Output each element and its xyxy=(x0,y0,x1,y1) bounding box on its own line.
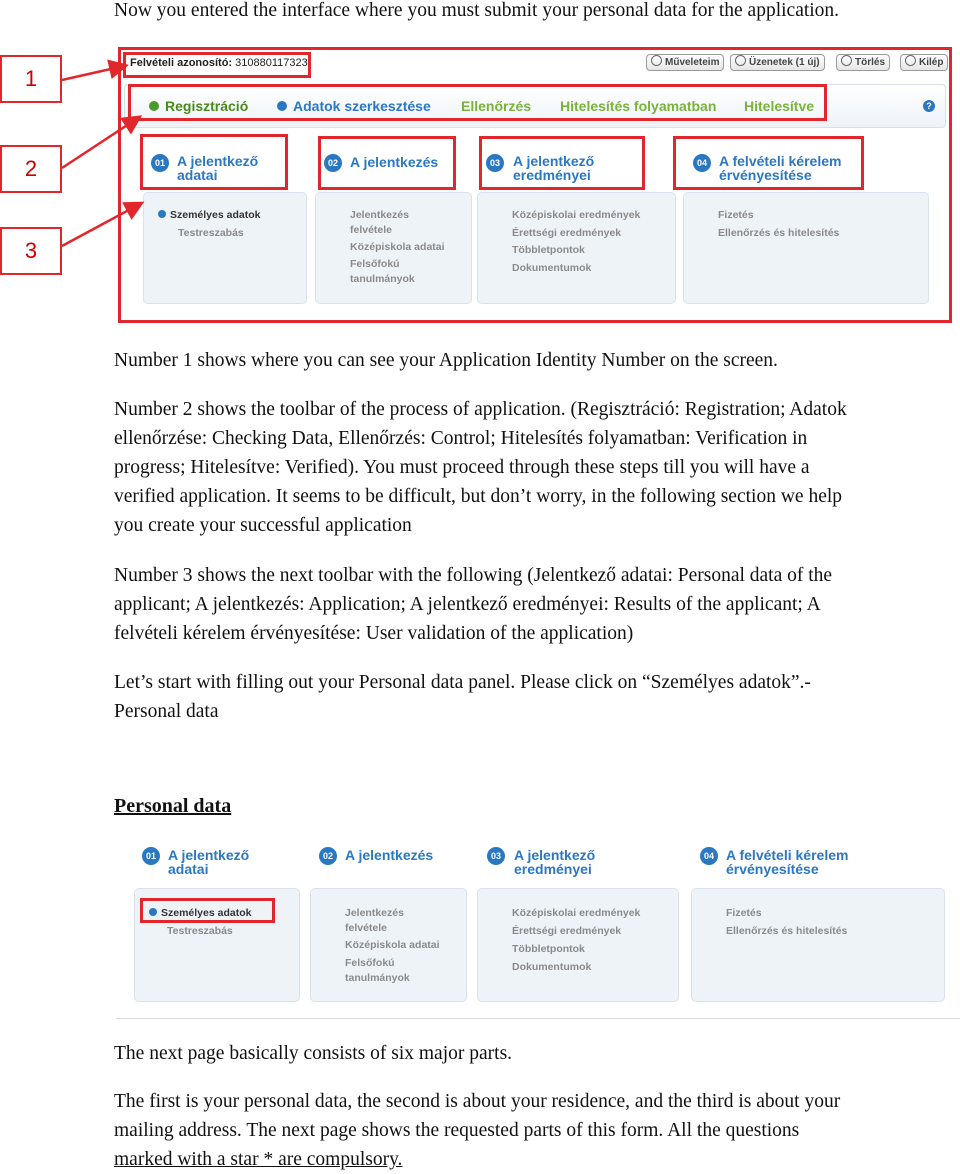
module-title-application[interactable]: A jelentkezés xyxy=(345,847,434,863)
module-title-personal[interactable]: A jelentkező adatai xyxy=(168,847,250,877)
step-registration[interactable]: Regisztráció xyxy=(149,98,248,114)
application-item-5[interactable]: tanulmányok xyxy=(350,273,415,285)
para-number-2: Number 2 shows the toolbar of the process of application. (Regisztráció: Registration; Adatok ellenőrzése: Checking Data, Ellenőrzés: Control; Hitelesítés folyamatban: Verification in progress; Hitelesítve: Verified). You must proceed through these steps till you will have a verified application. It seems to be difficult, but don’t worry, in the following section we help you create your successful application xyxy=(114,399,847,536)
module-number-02: 02 xyxy=(324,154,342,172)
results-item-1[interactable]: Középiskolai eredmények xyxy=(512,209,641,221)
application-item-4[interactable]: Felsőfokú xyxy=(345,957,395,969)
para-start: Let’s start with filling out your Personal data panel. Please click on “Személyes adatok”.- Personal data xyxy=(114,672,811,722)
application-item-1[interactable]: Jelentkezés xyxy=(350,209,409,221)
module-number-02: 02 xyxy=(319,847,337,865)
module-number-03: 03 xyxy=(487,847,505,865)
module-title-application[interactable]: A jelentkezés xyxy=(350,154,439,170)
step-verification-in-progress[interactable]: Hitelesítés folyamatban xyxy=(560,98,717,114)
results-item-4[interactable]: Dokumentumok xyxy=(512,262,592,274)
results-item-2[interactable]: Érettségi eredmények xyxy=(512,227,622,239)
step-edit-data[interactable]: Adatok szerkesztése xyxy=(277,98,431,114)
application-item-4[interactable]: Felsőfokú xyxy=(350,258,400,270)
label-1: 1 xyxy=(0,55,62,103)
module-title-results[interactable]: A jelentkező eredményei xyxy=(513,153,595,183)
application-item-1[interactable]: Jelentkezés xyxy=(345,907,404,919)
customize-link[interactable]: Testreszabás xyxy=(178,227,244,239)
card-validation xyxy=(691,888,945,1002)
module-number-03: 03 xyxy=(486,154,504,172)
module-title-personal[interactable]: A jelentkező adatai xyxy=(177,153,259,183)
para-number-1: Number 1 shows where you can see your Application Identity Number on the screen. xyxy=(114,350,778,371)
module-title-results[interactable]: A jelentkező eredményei xyxy=(514,847,596,877)
card-results xyxy=(477,888,679,1002)
personal-data-link[interactable]: Személyes adatok xyxy=(149,907,251,920)
results-item-1[interactable]: Középiskolai eredmények xyxy=(512,907,641,919)
application-item-2[interactable]: felvétele xyxy=(345,922,388,934)
my-actions-button[interactable]: Műveleteim xyxy=(646,54,724,71)
intro-text: Now you entered the interface where you must submit your personal data for the application. xyxy=(114,0,840,21)
card-application xyxy=(310,888,467,1002)
application-id-label: Felvételi azonosító: xyxy=(130,57,233,69)
results-item-3[interactable]: Többletpontok xyxy=(512,244,585,256)
results-item-4[interactable]: Dokumentumok xyxy=(512,961,592,973)
module-title-validation[interactable]: A felvételi kérelem érvényesítése xyxy=(719,153,842,183)
help-icon[interactable]: ? xyxy=(923,100,935,112)
label-3: 3 xyxy=(0,227,62,275)
validation-item-1[interactable]: Fizetés xyxy=(726,907,762,919)
personal-data-link[interactable]: Személyes adatok xyxy=(158,209,260,222)
para-six-parts: The next page basically consists of six major parts. xyxy=(114,1043,513,1064)
section-heading-personal-data: Personal data xyxy=(114,795,232,817)
application-item-3[interactable]: Középiskola adatai xyxy=(350,241,445,253)
para-number-3: Number 3 shows the next toolbar with the following (Jelentkező adatai: Personal data of the applicant; A jelentkezés: Application; A jelentkező eredményei: Results of the applicant; A felvételi kérelem érvényesítése: User validation of the application) xyxy=(114,565,833,644)
logout-button[interactable]: Kilép xyxy=(900,54,948,71)
module-number-01: 01 xyxy=(142,847,160,865)
module-title-validation[interactable]: A felvételi kérelem érvényesítése xyxy=(726,847,849,877)
customize-link[interactable]: Testreszabás xyxy=(167,925,233,937)
module-number-01: 01 xyxy=(151,154,169,172)
highlight-personal-data-link xyxy=(140,898,275,923)
label-2: 2 xyxy=(0,145,62,193)
validation-item-2[interactable]: Ellenőrzés és hitelesítés xyxy=(726,925,848,937)
application-id-value: 310880117323 xyxy=(235,57,308,69)
module-number-04: 04 xyxy=(693,154,711,172)
results-item-2[interactable]: Érettségi eredmények xyxy=(512,925,622,937)
validation-item-1[interactable]: Fizetés xyxy=(718,209,754,221)
step-verified[interactable]: Hitelesítve xyxy=(744,98,815,114)
module-number-04: 04 xyxy=(700,847,718,865)
para-form-parts: The first is your personal data, the second is about your residence, and the third is about your mailing address. The next page shows the requested parts of this form. All the questions marked with a star * are compulsory. xyxy=(114,1091,841,1170)
application-item-3[interactable]: Középiskola adatai xyxy=(345,939,440,951)
messages-button[interactable]: Üzenetek (1 új) xyxy=(730,54,825,71)
validation-item-2[interactable]: Ellenőrzés és hitelesítés xyxy=(718,227,840,239)
results-item-3[interactable]: Többletpontok xyxy=(512,943,585,955)
application-item-5[interactable]: tanulmányok xyxy=(345,972,410,984)
step-control[interactable]: Ellenőrzés xyxy=(461,98,532,114)
application-item-2[interactable]: felvétele xyxy=(350,224,393,236)
annotation-arrows xyxy=(0,0,960,330)
delete-button[interactable]: Törlés xyxy=(836,54,890,71)
